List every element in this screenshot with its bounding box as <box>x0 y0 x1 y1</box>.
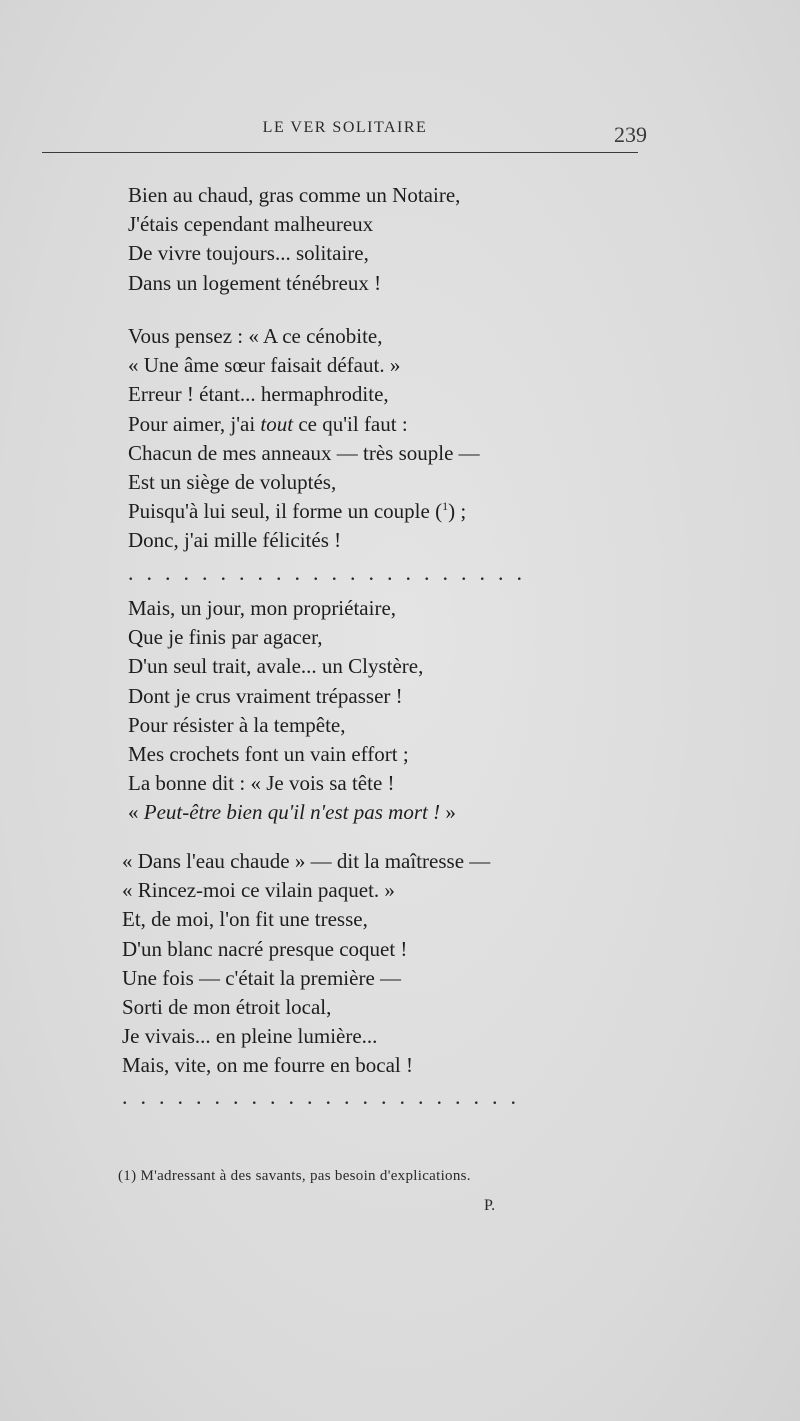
italic-line: Peut-être bien qu'il n'est pas mort ! <box>143 800 441 825</box>
footnote-number: (1) <box>118 1168 137 1184</box>
verse-text: ) ; <box>448 499 467 524</box>
verse-line: Vous pensez : « A ce cénobite, <box>128 324 383 348</box>
verse-line: Une fois — c'était la première — <box>122 965 402 990</box>
verse-line: Que je finis par agacer, <box>128 625 323 650</box>
verse-text: « <box>128 800 144 825</box>
verse-line: Dans un logement ténébreux ! <box>128 270 382 295</box>
verse-line: Dont je crus vraiment trépasser ! <box>128 683 403 708</box>
running-header: LE VER SOLITAIRE <box>262 119 428 136</box>
verse-text: » <box>440 800 456 825</box>
italic-word: tout <box>260 411 294 436</box>
verse-line: D'un blanc nacré presque coquet ! <box>122 936 408 961</box>
verse-line: « Dans l'eau chaude » — dit la maîtresse — <box>122 849 491 873</box>
verse-line: J'étais cependant malheureux <box>128 212 374 237</box>
footnote-signature: P. <box>484 1197 496 1214</box>
verse-text: Puisqu'à lui seul, il forme un couple <box>128 499 430 524</box>
verse-line: La bonne dit : « Je vois sa tête ! <box>128 771 395 796</box>
verse-text: Pour aimer, j'ai <box>128 411 256 436</box>
verse-line: Pour résister à la tempête, <box>128 712 346 737</box>
verse-line <box>128 798 456 827</box>
ellipsis-separator: ...................... <box>128 560 535 585</box>
stanza-4 <box>122 847 490 1081</box>
verse-line: Je vivais... en pleine lumière... <box>122 1024 378 1049</box>
verse-line: Bien au chaud, gras comme un Notaire, <box>128 183 461 207</box>
verse-line: Mais, un jour, mon propriétaire, <box>128 596 397 620</box>
verse-text: ce qu'il faut : <box>293 411 408 436</box>
verse-line: Mes crochets font un vain effort ; <box>128 742 409 767</box>
verse-line <box>128 497 480 526</box>
stanza-1 <box>128 181 460 298</box>
verse-line: De vivre toujours... solitaire, <box>128 241 369 266</box>
verse-line: D'un seul trait, avale... un Clystère, <box>128 654 424 679</box>
page-number: 239 <box>614 122 647 147</box>
stanza-2 <box>128 322 480 556</box>
verse-line: Mais, vite, on me fourre en bocal ! <box>122 1053 413 1078</box>
verse-line: Est un siège de voluptés, <box>128 470 337 495</box>
verse-text: ( <box>429 499 443 524</box>
footnote <box>118 1168 471 1185</box>
ellipsis-separator: ...................... <box>122 1084 529 1109</box>
verse-line: Erreur ! étant... hermaphrodite, <box>128 382 389 407</box>
verse-line: Donc, j'ai mille félicités ! <box>128 528 342 553</box>
verse-line: Et, de moi, l'on fit une tresse, <box>122 907 368 932</box>
verse-line: Sorti de mon étroit local, <box>122 995 332 1020</box>
footnote-text: M'adressant à des savants, pas besoin d'explications. <box>136 1168 471 1184</box>
footnote-mark: 1 <box>442 499 449 514</box>
stanza-3 <box>128 594 456 828</box>
verse-line <box>128 410 480 439</box>
verse-line: « Rincez-moi ce vilain paquet. » <box>122 878 395 903</box>
verse-line: « Une âme sœur faisait défaut. » <box>128 353 401 378</box>
verse-line: Chacun de mes anneaux — très souple — <box>128 440 480 465</box>
header-rule <box>42 152 638 153</box>
